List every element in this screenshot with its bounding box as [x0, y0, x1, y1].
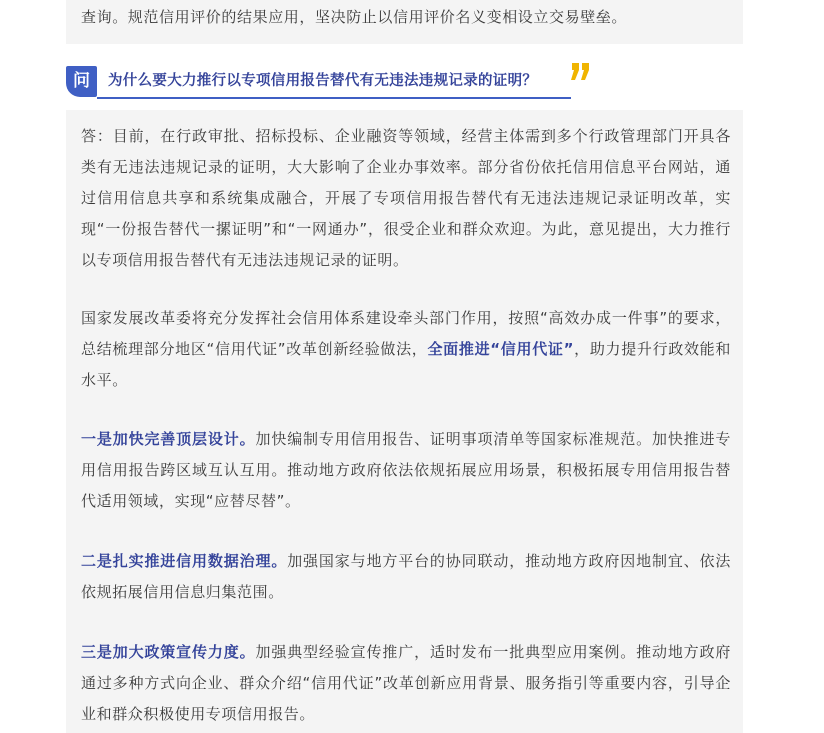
paragraph-2-lead: 国家发展改革委将充分发挥社会信用体系建设牵头部门作用，按照“高效办成一件事”的要求，总结梳理部分地区“信用代证”改革创新经验做法， [81, 309, 731, 358]
answer-block [66, 110, 743, 733]
question-underline [97, 97, 571, 99]
paragraph-2-tail: ，助力提升行政效能和水平。 [81, 340, 731, 389]
answer-paragraph-2 [81, 303, 731, 396]
intro-block [66, 0, 743, 44]
quote-mark-icon [570, 62, 592, 84]
answer-paragraph-4 [81, 546, 731, 608]
question-title: 为什么要大力推行以专项信用报告替代有无违法违规记录的证明？ [108, 73, 538, 89]
point-2-text: 加强国家与地方平台的协同联动，推动地方政府因地制宜、依法依规拓展信用信息归集范围。 [81, 552, 731, 601]
point-1-heading: 一是加快完善顶层设计。 [81, 430, 256, 448]
answer-paragraph-5 [81, 637, 731, 730]
answer-paragraph-1: 答：目前，在行政审批、招标投标、企业融资等领域，经营主体需到多个行政管理部门开具各类有无违法违规记录的证明，大大影响了企业办事效率。部分省份依托信用信息平台网站，通过信用信息共享和系统集成融合，开展了专项信用报告替代有无违法违规记录证明改革，实现“一份报告替代一摞证明”和“一网通办”，很受企业和群众欢迎。为此，意见提出，大力推行以专项信用报告替代有无违法违规记录的证明。 [81, 127, 731, 269]
point-1-text: 加快编制专用信用报告、证明事项清单等国家标准规范。加快推进专用信用报告跨区域互认互用。推动地方政府依法依规拓展应用场景，积极拓展专用信用报告替代适用领域，实现“应替尽替”。 [81, 430, 731, 510]
intro-text: 查询。规范信用评价的结果应用，坚决防止以信用评价名义变相设立交易壁垒。 [81, 8, 628, 26]
answer-paragraph-3 [81, 424, 731, 517]
point-2-heading: 二是扎实推进信用数据治理。 [81, 552, 288, 570]
point-3-heading: 三是加大政策宣传力度。 [81, 643, 256, 661]
question-badge: 问 [66, 66, 97, 97]
question-header [66, 66, 596, 100]
paragraph-2-highlight: 全面推进“信用代证” [427, 340, 575, 358]
point-3-text: 加强典型经验宣传推广，适时发布一批典型应用案例。推动地方政府通过多种方式向企业、群众介绍“信用代证”改革创新应用背景、服务指引等重要内容，引导企业和群众积极使用专项信用报告。 [81, 643, 731, 723]
